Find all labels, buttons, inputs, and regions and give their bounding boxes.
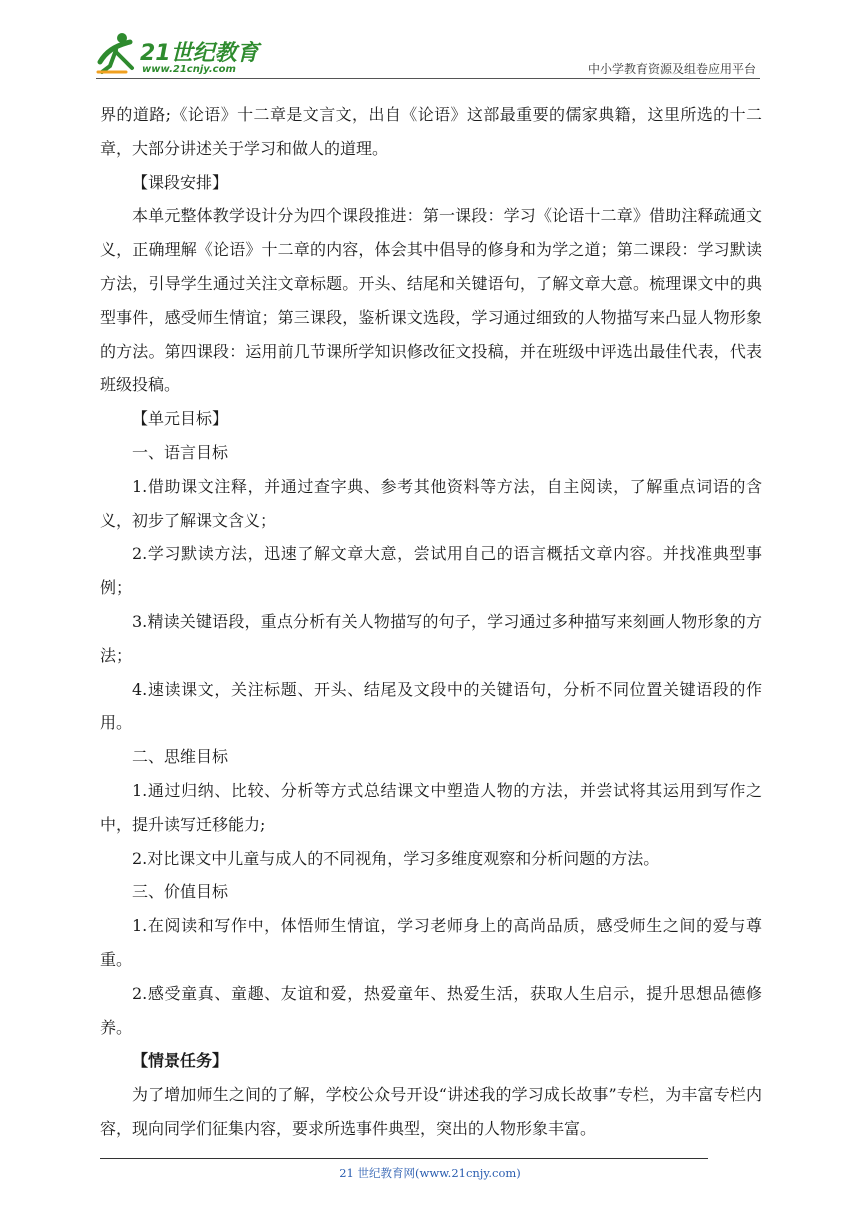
logo <box>96 30 266 80</box>
runner-logo-icon <box>96 32 136 76</box>
list-item: 4.速读课文，关注标题、开头、结尾及文段中的关键语句，分析不同位置关键语段的作用。 <box>100 679 762 733</box>
paragraph: 界的道路;《论语》十二章是文言文，出自《论语》这部最重要的儒家典籍，这里所选的十二章，大部分讲述关于学习和做人的道理。 <box>100 105 762 158</box>
header-divider <box>96 78 760 79</box>
list-item: 2.学习默读方法，迅速了解文章大意，尝试用自己的语言概括文章内容。并找准典型事例； <box>100 544 762 598</box>
section-heading: 【课段安排】 <box>132 172 229 192</box>
paragraph: 本单元整体教学设计分为四个课段推进：第一课段：学习《论语十二章》借助注释疏通文义，正确理解《论语》十二章的内容，体会其中倡导的修身和为学之道；第二课段：学习默读方法，引导学生通过关注文章标题。开头、结尾和关键语句，了解文章大意。梳理课文中的典型事件，感受师生情谊；第三课段，鉴析课文选段，学习通过细致的人物描写来凸显人物形象的方法。第四课段：运用前几节课所学知识修改征文投稿，并在班级中评选出最佳代表，代表班级投稿。 <box>100 206 762 395</box>
platform-name: 中小学教育资源及组卷应用平台 <box>587 62 756 76</box>
section-heading: 【情景任务】 <box>132 1051 229 1071</box>
section-heading: 【单元目标】 <box>132 409 229 429</box>
document-body <box>100 98 762 1146</box>
list-item: 1.在阅读和写作中，体悟师生情谊，学习老师身上的高尚品质，感受师生之间的爱与尊重。 <box>100 916 762 969</box>
logo-title: 21世纪教育 <box>140 41 259 66</box>
logo-url: www.21cnjy.com <box>142 64 236 75</box>
list-item: 2.对比课文中儿童与成人的不同视角，学习多维度观察和分析问题的方法。 <box>132 848 660 868</box>
list-item: 3.精读关键语段，重点分析有关人物描写的句子，学习通过多种描写来刻画人物形象的方法； <box>100 611 762 665</box>
paragraph: 为了增加师生之间的了解，学校公众号开设“讲述我的学习成长故事”专栏，为丰富专栏内容，现向同学们征集内容，要求所选事件典型，突出的人物形象丰富。 <box>100 1085 762 1138</box>
subheading: 三、价值目标 <box>132 882 229 902</box>
footer-divider <box>100 1158 708 1159</box>
subheading: 一、语言目标 <box>132 442 229 462</box>
list-item: 2.感受童真、童趣、友谊和爱，热爱童年、热爱生活，获取人生启示，提升思想品德修养。 <box>100 983 762 1037</box>
footer-link[interactable]: 21 世纪教育网(www.21cnjy.com) <box>339 1166 521 1180</box>
list-item: 1.借助课文注释，并通过查字典、参考其他资料等方法，自主阅读，了解重点词语的含义，初步了解课文含义； <box>100 476 762 530</box>
subheading: 二、思维目标 <box>132 747 229 767</box>
list-item: 1.通过归纳、比较、分析等方式总结课文中塑造人物的方法，并尝试将其运用到写作之中，提升读写迁移能力; <box>100 780 762 834</box>
page-header <box>96 30 760 84</box>
